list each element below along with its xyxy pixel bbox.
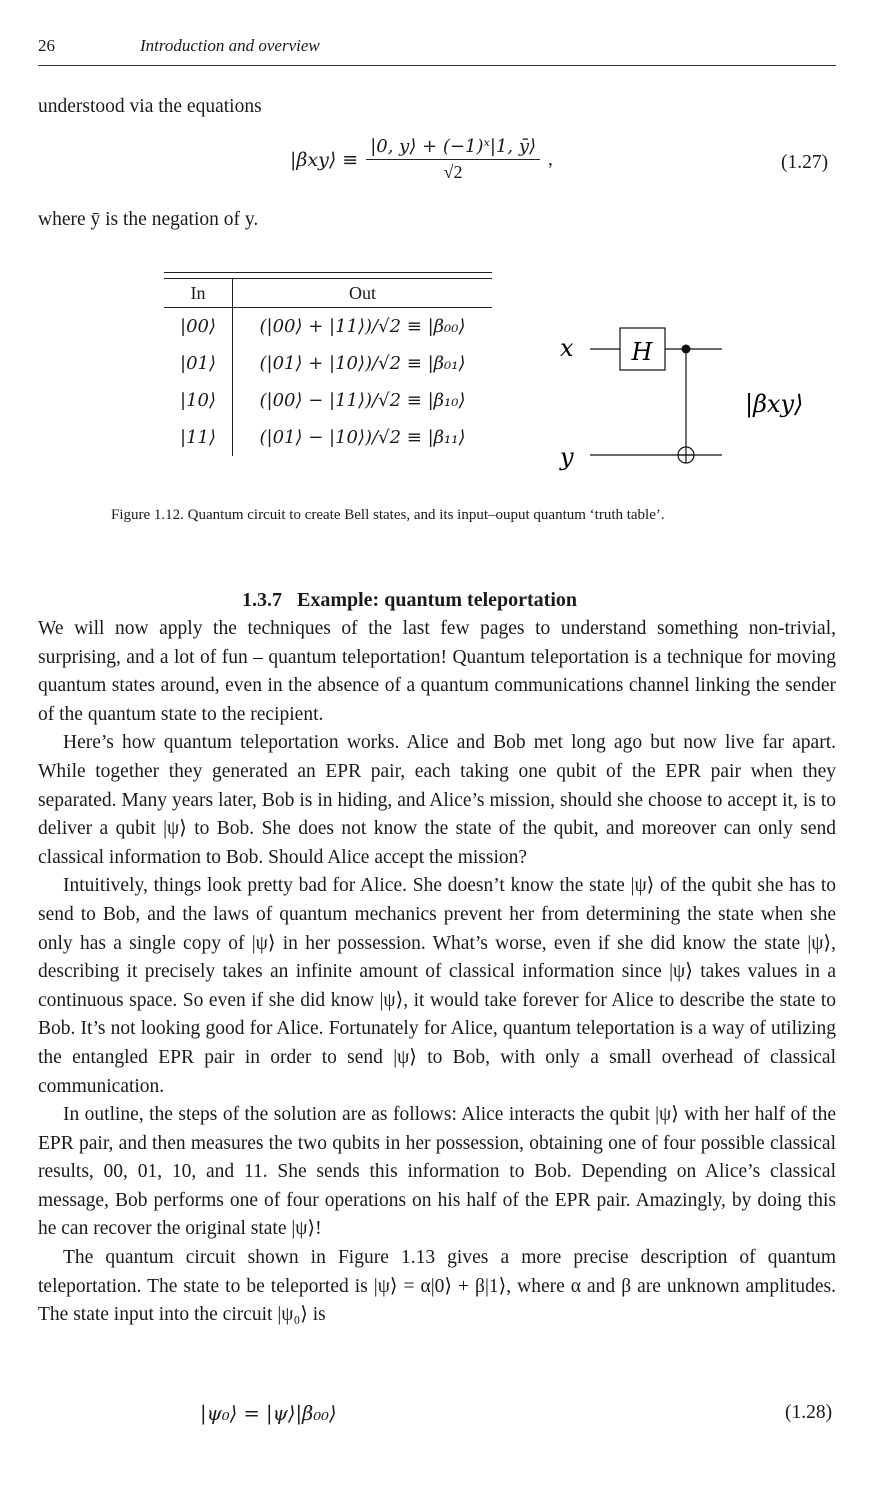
body-text — [38, 615, 836, 1330]
table-row — [164, 345, 492, 382]
eq127-denominator: √2 — [443, 162, 463, 182]
table-cell-in: |11⟩ — [164, 419, 233, 456]
truth-table — [164, 279, 492, 307]
hadamard-label: H — [631, 338, 653, 366]
eq127-numerator: |0, y⟩ + (−1)ˣ|1, ȳ⟩ — [366, 136, 540, 160]
header-rule — [38, 65, 836, 66]
section-heading — [242, 589, 577, 612]
table-header-row — [164, 279, 492, 307]
table-top-rule — [164, 272, 492, 279]
truth-table-body — [164, 308, 492, 456]
section-number: 1.3.7 — [242, 589, 282, 611]
eq127-trail: , — [548, 148, 553, 170]
table-cell-out: (|01⟩ − |10⟩)/√2 ≡ |β₁₁⟩ — [259, 427, 466, 448]
table-cell-out: (|01⟩ + |10⟩)/√2 ≡ |β₀₁⟩ — [259, 353, 466, 374]
table-cell-in: |01⟩ — [164, 345, 233, 382]
intro-line: understood via the equations — [38, 96, 262, 117]
bell-circuit-diagram — [540, 300, 840, 480]
table-row — [164, 382, 492, 419]
circuit-output: |βxy⟩ — [745, 390, 804, 418]
table-row — [164, 308, 492, 345]
eq127-lhs: |βxy⟩ ≡ — [290, 148, 359, 171]
eq127-number: (1.27) — [781, 152, 829, 173]
paragraph: Intuitively, things look pretty bad for Alice. She doesn’t know the state |ψ⟩ of the qubit she has to send to Bob, and the laws of quantum mechanics prevent her from determining the state when she only has a single copy of |ψ⟩ in her possession. What’s worse, even if she did know the state |ψ⟩, describing it precisely takes an infinite amount of classical information since |ψ⟩ takes values in a continuous space. So even if she did know |ψ⟩, it would take forever for Alice to describe the state to Bob. It’s not looking good for Alice. Fortunately for Alice, quantum teleportation is a way of utilizing the entangled EPR pair in order to send |ψ⟩ to Bob, with only a small overhead of classical communication. — [38, 875, 836, 1097]
paragraph: We will now apply the techniques of the last few pages to understand something non-trivial, surprising, and a lot of fun – quantum teleportation! Quantum teleportation is a technique for moving quantum states around, even in the absence of a quantum communications channel linking the sender of the quantum state to the recipient. — [38, 618, 836, 725]
page-number: 26 — [38, 36, 55, 55]
section-title: Example: quantum teleportation — [297, 589, 577, 611]
equation-1-28: |ψ₀⟩ = |ψ⟩|β₀₀⟩ — [200, 1402, 337, 1425]
equation-1-27 — [290, 136, 553, 183]
paragraph: The quantum circuit shown in Figure 1.13 gives a more precise description of quantum teleportation. The state to be teleported is |ψ⟩ = α|0⟩ + β|1⟩, where α and β are unknown amplitudes. The state input into the circuit |ψ₀⟩ is — [38, 1247, 836, 1326]
table-cell-in: |00⟩ — [164, 308, 233, 345]
eq127-fraction — [366, 136, 540, 183]
truth-table-block — [164, 272, 492, 456]
negation-note: where ȳ is the negation of y. — [38, 209, 259, 230]
table-row — [164, 419, 492, 456]
table-cell-out: (|00⟩ + |11⟩)/√2 ≡ |β₀₀⟩ — [259, 316, 466, 337]
running-title: Introduction and overview — [140, 36, 320, 55]
eq128-number: (1.28) — [785, 1402, 833, 1423]
table-cell-in: |10⟩ — [164, 382, 233, 419]
circuit-input-x: x — [560, 334, 574, 362]
figure-caption: Figure 1.12. Quantum circuit to create Bell states, and its input–ouput quantum ‘truth table’. — [111, 507, 665, 523]
circuit-input-y: y — [560, 443, 574, 471]
table-cell-out: (|00⟩ − |11⟩)/√2 ≡ |β₁₀⟩ — [259, 390, 466, 411]
table-header-out: Out — [349, 282, 376, 303]
paragraph: Here’s how quantum teleportation works. Alice and Bob met long ago but now live far apart. While together they generated an EPR pair, each taking one qubit of the EPR pair when they separated. Many years later, Bob is in hiding, and Alice’s mission, should she choose to accept it, is to deliver a qubit |ψ⟩ to Bob. She does not know the state of the qubit, and moreover can only send classical information to Bob. Should Alice accept the mission? — [38, 732, 836, 868]
table-header-in: In — [164, 279, 233, 307]
paragraph: In outline, the steps of the solution are as follows: Alice interacts the qubit |ψ⟩ with her half of the EPR pair, and then measures the two qubits in her possession, obtaining one of four possible classical results, 00, 01, 10, and 11. She sends this information to Bob. Depending on Alice’s classical message, Bob performs one of four operations on his half of the EPR pair. Amazingly, by doing this he can recover the original state |ψ⟩! — [38, 1104, 836, 1240]
